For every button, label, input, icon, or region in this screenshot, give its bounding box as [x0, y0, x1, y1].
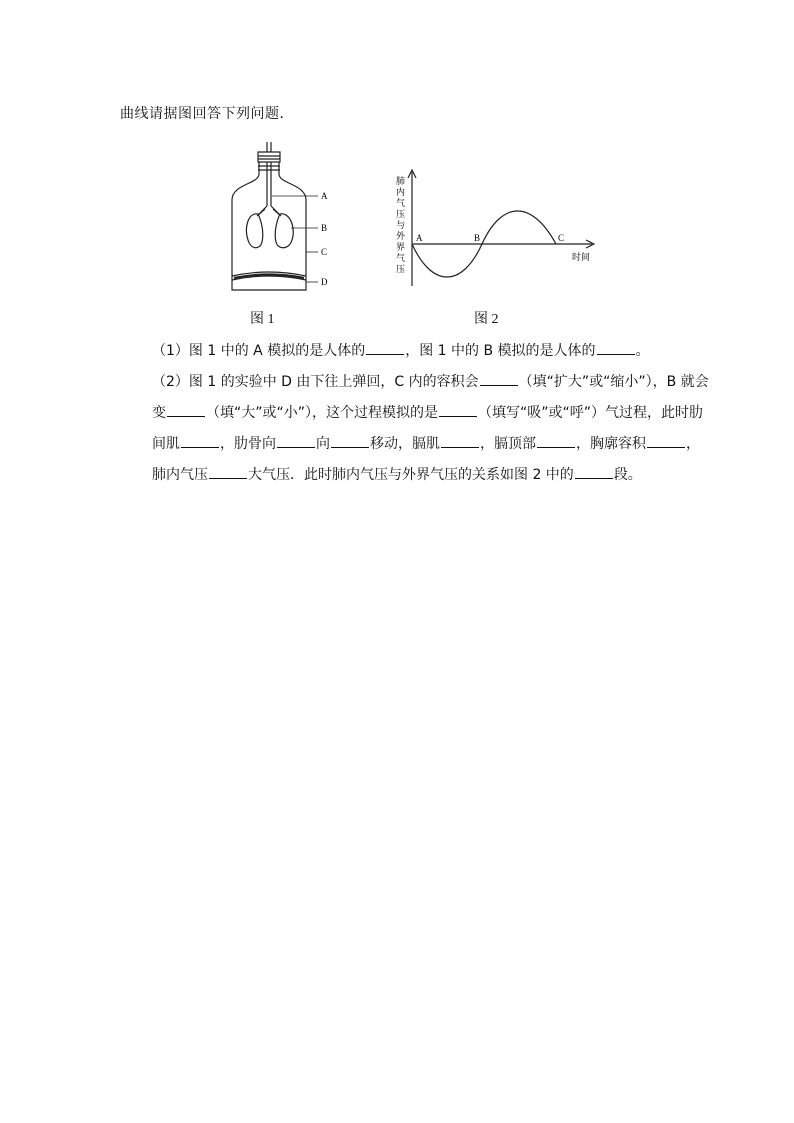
answer-blank[interactable] — [647, 434, 685, 448]
answer-blank[interactable] — [597, 341, 635, 355]
answer-blank[interactable] — [480, 372, 518, 386]
answer-blank[interactable] — [439, 403, 477, 417]
point-C: C — [558, 233, 565, 243]
label-A: A — [321, 191, 328, 201]
answer-blank[interactable] — [441, 434, 479, 448]
question-2: （2）图 1 的实验中 D 由下往上弹回，C 内的容积会 （填“扩大”或“缩小”），B 就会变 （填“大”或“小”），这个过程模拟的是 （填写“吸”或“呼”）气过程，此时肋间肌 ，肋骨向 向 移动，膈肌 ，膈顶部 ，胸廓容积 ，肺内气压 大气压．此时肺内气压与外界气压的关系如图 2 中的 段。 — [152, 374, 709, 483]
svg-text:气: 气 — [396, 253, 406, 263]
point-A: A — [416, 233, 423, 243]
answer-blank[interactable] — [209, 465, 247, 479]
point-B: B — [474, 233, 481, 243]
intro-text: 曲线请据图回答下列问题． — [120, 106, 294, 122]
svg-text:压: 压 — [396, 264, 406, 274]
question-1: （1）图 1 中的 A 模拟的是人体的 ，图 1 中的 B 模拟的是人体的 。 — [152, 343, 650, 359]
answer-blank[interactable] — [331, 434, 369, 448]
y-axis-label — [396, 175, 406, 274]
answer-blank[interactable] — [277, 434, 315, 448]
svg-text:与: 与 — [396, 220, 406, 230]
answer-blank[interactable] — [181, 434, 219, 448]
figure-1-bell-jar-model — [218, 140, 340, 300]
figure-1-caption: 图 1 — [250, 312, 275, 327]
svg-text:肺: 肺 — [396, 176, 406, 186]
svg-text:压: 压 — [396, 209, 406, 219]
answer-blank[interactable] — [537, 434, 575, 448]
answer-blank[interactable] — [575, 465, 613, 479]
figure-2-caption: 图 2 — [474, 312, 499, 327]
label-B: B — [321, 223, 328, 233]
svg-text:界: 界 — [396, 242, 406, 252]
label-D: D — [321, 277, 328, 287]
figure-2-pressure-curve — [392, 168, 604, 290]
answer-blank[interactable] — [167, 403, 205, 417]
label-C: C — [321, 247, 328, 257]
answer-blank[interactable] — [366, 341, 404, 355]
x-axis-label: 时间 — [572, 252, 591, 262]
svg-text:内: 内 — [396, 187, 406, 197]
svg-text:气: 气 — [396, 198, 406, 208]
svg-text:外: 外 — [396, 231, 406, 241]
